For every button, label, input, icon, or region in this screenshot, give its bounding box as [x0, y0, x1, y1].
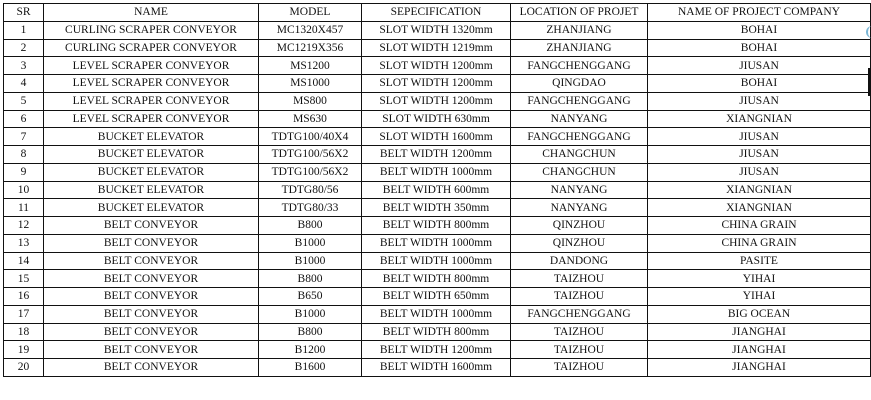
- cell-name: CURLING SCRAPER CONVEYOR: [44, 21, 259, 39]
- cell-location: TAIZHOU: [511, 323, 648, 341]
- cell-name: LEVEL SCRAPER CONVEYOR: [44, 57, 259, 75]
- cell-model: MS630: [259, 110, 362, 128]
- cell-model: MC1320X457: [259, 21, 362, 39]
- cell-sr: 2: [4, 39, 44, 57]
- cell-company: YIHAI: [648, 288, 871, 306]
- cell-name: BELT CONVEYOR: [44, 359, 259, 377]
- table-row: [4, 181, 871, 199]
- cell-location: NANYANG: [511, 110, 648, 128]
- cell-company: JIUSAN: [648, 128, 871, 146]
- cell-name: LEVEL SCRAPER CONVEYOR: [44, 110, 259, 128]
- cell-specification: BELT WIDTH 1200mm: [362, 146, 511, 164]
- header-row: [4, 4, 871, 22]
- cell-location: QINZHOU: [511, 234, 648, 252]
- cell-location: FANGCHENGGANG: [511, 305, 648, 323]
- cell-specification: BELT WIDTH 1600mm: [362, 359, 511, 377]
- cell-specification: BELT WIDTH 800mm: [362, 217, 511, 235]
- cell-name: BUCKET ELEVATOR: [44, 181, 259, 199]
- cell-specification: BELT WIDTH 1000mm: [362, 234, 511, 252]
- cell-location: QINGDAO: [511, 75, 648, 93]
- cell-location: FANGCHENGGANG: [511, 92, 648, 110]
- table-row: [4, 110, 871, 128]
- cell-company: XIANGNIAN: [648, 181, 871, 199]
- cell-location: TAIZHOU: [511, 270, 648, 288]
- cell-company: BOHAI: [648, 21, 871, 39]
- cell-location: TAIZHOU: [511, 359, 648, 377]
- cell-sr: 15: [4, 270, 44, 288]
- cell-model: B800: [259, 323, 362, 341]
- cell-specification: BELT WIDTH 1000mm: [362, 163, 511, 181]
- cell-sr: 17: [4, 305, 44, 323]
- cell-sr: 7: [4, 128, 44, 146]
- cell-specification: BELT WIDTH 650mm: [362, 288, 511, 306]
- cell-location: ZHANJIANG: [511, 39, 648, 57]
- cell-company: XIANGNIAN: [648, 110, 871, 128]
- cell-sr: 5: [4, 92, 44, 110]
- table-row: [4, 57, 871, 75]
- cell-sr: 14: [4, 252, 44, 270]
- cell-location: QINZHOU: [511, 217, 648, 235]
- cell-name: BUCKET ELEVATOR: [44, 146, 259, 164]
- cell-sr: 4: [4, 75, 44, 93]
- table-row: [4, 92, 871, 110]
- cell-specification: SLOT WIDTH 630mm: [362, 110, 511, 128]
- header-sr: SR: [4, 4, 44, 22]
- cell-name: LEVEL SCRAPER CONVEYOR: [44, 75, 259, 93]
- table-row: [4, 270, 871, 288]
- cell-company: BIG OCEAN: [648, 305, 871, 323]
- cell-sr: 18: [4, 323, 44, 341]
- cell-sr: 1: [4, 21, 44, 39]
- cell-sr: 20: [4, 359, 44, 377]
- cell-location: DANDONG: [511, 252, 648, 270]
- cell-location: TAIZHOU: [511, 341, 648, 359]
- cell-model: TDTG80/56: [259, 181, 362, 199]
- cell-location: FANGCHENGGANG: [511, 57, 648, 75]
- cell-specification: BELT WIDTH 800mm: [362, 270, 511, 288]
- cell-sr: 11: [4, 199, 44, 217]
- cell-sr: 9: [4, 163, 44, 181]
- cell-company: BOHAI: [648, 39, 871, 57]
- cell-company: JIUSAN: [648, 92, 871, 110]
- cell-name: BELT CONVEYOR: [44, 341, 259, 359]
- cell-model: B1000: [259, 305, 362, 323]
- cell-name: LEVEL SCRAPER CONVEYOR: [44, 92, 259, 110]
- header-company: NAME OF PROJECT COMPANY: [648, 4, 871, 22]
- table-row: [4, 234, 871, 252]
- cell-company: JIUSAN: [648, 163, 871, 181]
- cell-model: MS1000: [259, 75, 362, 93]
- cell-location: NANYANG: [511, 181, 648, 199]
- table-row: [4, 217, 871, 235]
- cell-model: TDTG100/40X4: [259, 128, 362, 146]
- header-specification: SEPECIFICATION: [362, 4, 511, 22]
- cell-specification: SLOT WIDTH 1200mm: [362, 92, 511, 110]
- table-row: [4, 146, 871, 164]
- table-row: [4, 323, 871, 341]
- cell-sr: 6: [4, 110, 44, 128]
- cell-sr: 16: [4, 288, 44, 306]
- cell-model: TDTG80/33: [259, 199, 362, 217]
- cell-name: CURLING SCRAPER CONVEYOR: [44, 39, 259, 57]
- cell-company: BOHAI: [648, 75, 871, 93]
- cell-company: JIUSAN: [648, 146, 871, 164]
- cell-specification: BELT WIDTH 1200mm: [362, 341, 511, 359]
- cell-model: TDTG100/56X2: [259, 163, 362, 181]
- cell-company: CHINA GRAIN: [648, 217, 871, 235]
- table-header: [4, 4, 871, 22]
- cell-location: FANGCHENGGANG: [511, 128, 648, 146]
- header-location: LOCATION OF PROJET: [511, 4, 648, 22]
- cell-company: JIUSAN: [648, 57, 871, 75]
- cell-company: JIANGHAI: [648, 323, 871, 341]
- cell-specification: BELT WIDTH 600mm: [362, 181, 511, 199]
- cell-specification: BELT WIDTH 1000mm: [362, 305, 511, 323]
- cell-model: B1000: [259, 252, 362, 270]
- cell-model: MC1219X356: [259, 39, 362, 57]
- cell-name: BELT CONVEYOR: [44, 270, 259, 288]
- cell-model: MS800: [259, 92, 362, 110]
- cell-specification: SLOT WIDTH 1200mm: [362, 75, 511, 93]
- cell-model: MS1200: [259, 57, 362, 75]
- cell-model: TDTG100/56X2: [259, 146, 362, 164]
- table-row: [4, 199, 871, 217]
- table-row: [4, 75, 871, 93]
- cell-name: BELT CONVEYOR: [44, 234, 259, 252]
- table-body: [4, 21, 871, 376]
- table-row: [4, 39, 871, 57]
- cell-specification: SLOT WIDTH 1200mm: [362, 57, 511, 75]
- cell-name: BELT CONVEYOR: [44, 288, 259, 306]
- table-row: [4, 128, 871, 146]
- cell-specification: BELT WIDTH 1000mm: [362, 252, 511, 270]
- cell-sr: 10: [4, 181, 44, 199]
- header-name: NAME: [44, 4, 259, 22]
- cell-sr: 8: [4, 146, 44, 164]
- cell-model: B800: [259, 217, 362, 235]
- table-row: [4, 252, 871, 270]
- cell-model: B800: [259, 270, 362, 288]
- table-row: [4, 288, 871, 306]
- cell-specification: SLOT WIDTH 1219mm: [362, 39, 511, 57]
- cell-name: BELT CONVEYOR: [44, 217, 259, 235]
- cell-specification: BELT WIDTH 350mm: [362, 199, 511, 217]
- cell-location: ZHANJIANG: [511, 21, 648, 39]
- edge-fragment-icon: [866, 26, 871, 38]
- table-row: [4, 341, 871, 359]
- cell-specification: SLOT WIDTH 1320mm: [362, 21, 511, 39]
- cell-name: BUCKET ELEVATOR: [44, 128, 259, 146]
- cell-name: BELT CONVEYOR: [44, 323, 259, 341]
- cell-model: B1000: [259, 234, 362, 252]
- cell-model: B650: [259, 288, 362, 306]
- table-row: [4, 305, 871, 323]
- cell-company: JIANGHAI: [648, 341, 871, 359]
- cell-specification: SLOT WIDTH 1600mm: [362, 128, 511, 146]
- cell-model: B1200: [259, 341, 362, 359]
- table-row: [4, 359, 871, 377]
- cell-sr: 3: [4, 57, 44, 75]
- table-row: [4, 163, 871, 181]
- cell-company: YIHAI: [648, 270, 871, 288]
- cell-sr: 13: [4, 234, 44, 252]
- cell-company: XIANGNIAN: [648, 199, 871, 217]
- cell-location: CHANGCHUN: [511, 163, 648, 181]
- cell-name: BUCKET ELEVATOR: [44, 163, 259, 181]
- cell-company: PASITE: [648, 252, 871, 270]
- header-model: MODEL: [259, 4, 362, 22]
- cell-name: BELT CONVEYOR: [44, 252, 259, 270]
- cell-location: TAIZHOU: [511, 288, 648, 306]
- project-table: [3, 3, 871, 377]
- cell-company: CHINA GRAIN: [648, 234, 871, 252]
- cell-name: BELT CONVEYOR: [44, 305, 259, 323]
- cell-name: BUCKET ELEVATOR: [44, 199, 259, 217]
- table-row: [4, 21, 871, 39]
- cell-sr: 19: [4, 341, 44, 359]
- cell-company: JIANGHAI: [648, 359, 871, 377]
- cell-sr: 12: [4, 217, 44, 235]
- cell-location: CHANGCHUN: [511, 146, 648, 164]
- cell-location: NANYANG: [511, 199, 648, 217]
- cell-specification: BELT WIDTH 800mm: [362, 323, 511, 341]
- cell-model: B1600: [259, 359, 362, 377]
